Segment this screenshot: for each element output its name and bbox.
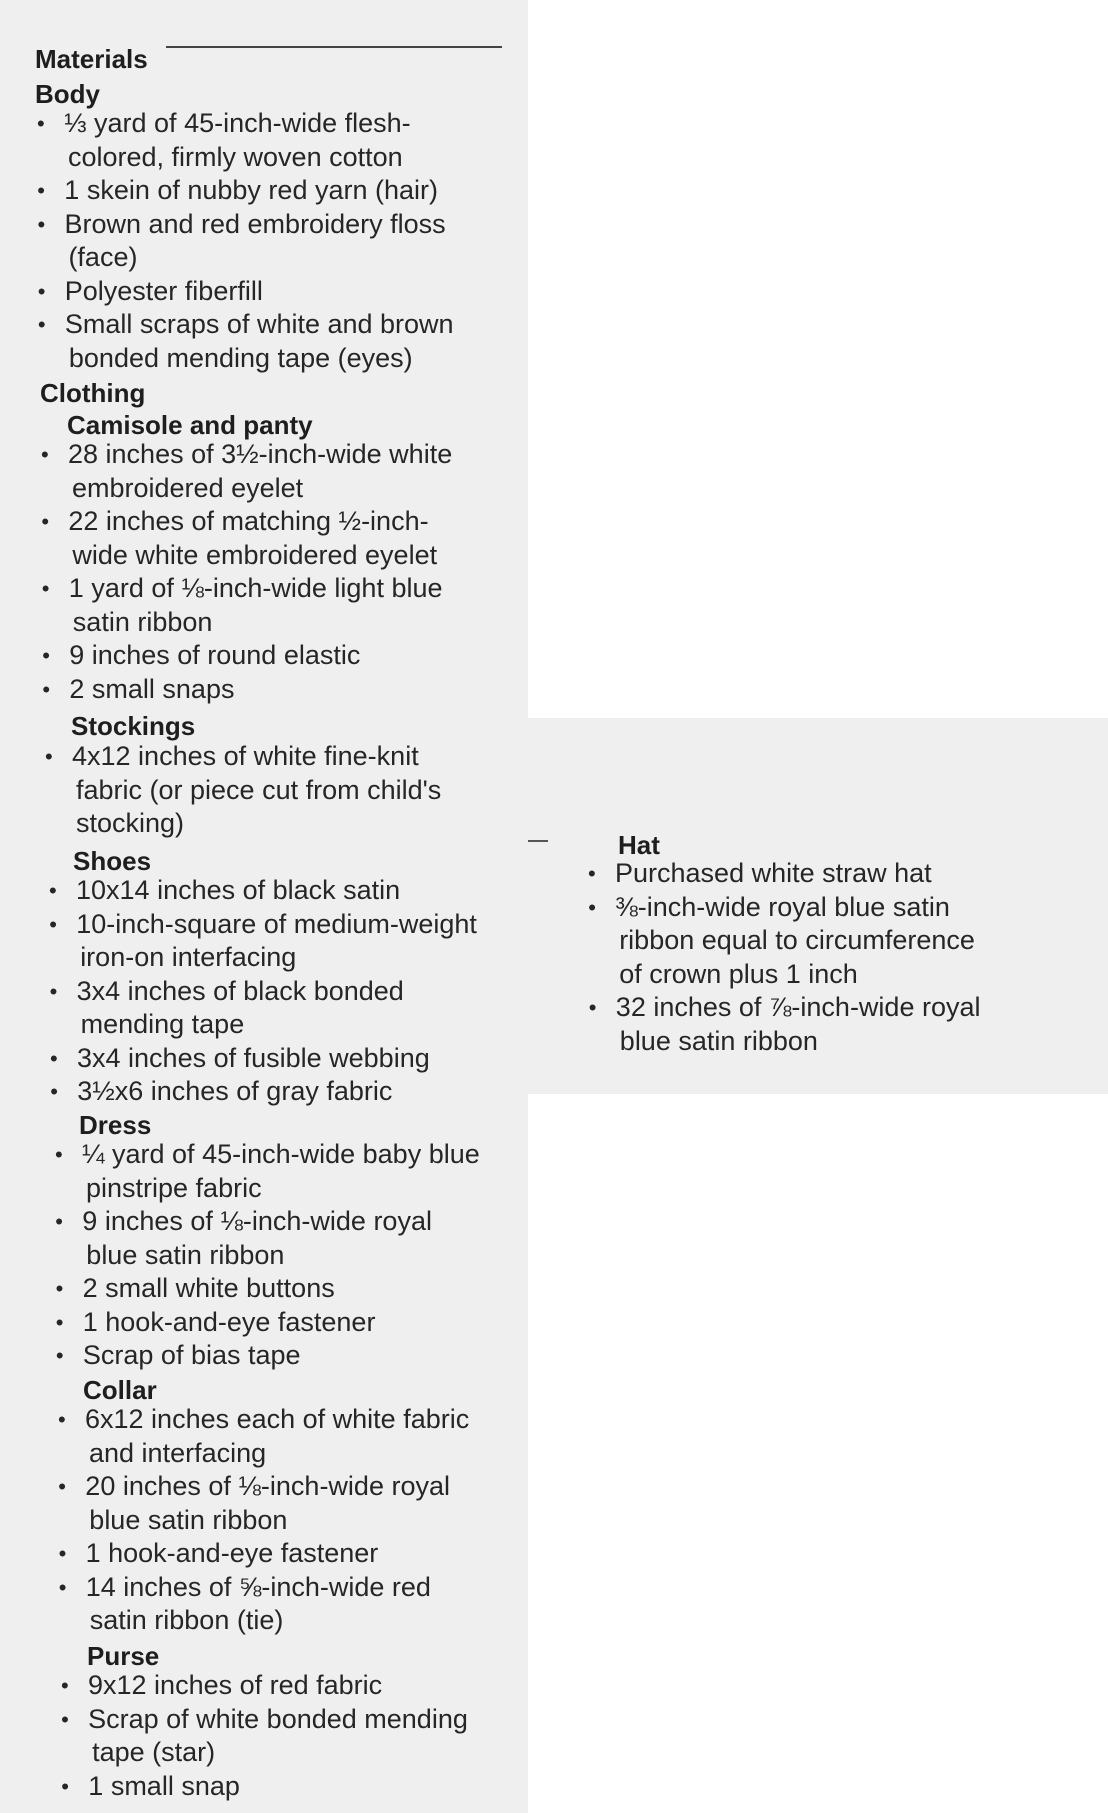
list-item-text: tape (star) bbox=[92, 1737, 216, 1767]
bullet-icon: • bbox=[61, 1773, 69, 1799]
list-item-text: embroidered eyelet bbox=[72, 472, 304, 503]
list-item-text: 3½x6 inches of gray fabric bbox=[77, 1076, 393, 1106]
bullet-icon: • bbox=[55, 1142, 63, 1167]
list-item-text: 14 inches of ⅝-inch-wide red bbox=[85, 1571, 431, 1602]
list-item-text: 3x4 inches of fusible webbing bbox=[77, 1042, 430, 1073]
list-item-text: satin ribbon bbox=[72, 606, 213, 637]
list-item bbox=[61, 1669, 383, 1703]
list-item bbox=[41, 572, 443, 639]
materials-title: Materials bbox=[35, 44, 148, 74]
list-item-text: blue satin ribbon bbox=[89, 1504, 288, 1535]
bullet-icon: • bbox=[42, 643, 50, 668]
list-item bbox=[588, 891, 975, 992]
list-item bbox=[49, 908, 477, 975]
list-item-text: ¼ yard of 45-inch-wide baby blue bbox=[82, 1139, 480, 1169]
list-item bbox=[58, 1470, 450, 1537]
list-item-text: colored, firmly woven cotton bbox=[68, 141, 403, 172]
bullet-icon: • bbox=[58, 1541, 67, 1566]
list-item-text: 32 inches of ⅞-inch-wide royal bbox=[615, 992, 981, 1022]
list-item-text: 1 hook-and-eye fastener bbox=[85, 1538, 379, 1568]
list-item-text: 10-inch-square of medium-weight bbox=[76, 908, 477, 939]
list-item bbox=[61, 1703, 468, 1770]
list-item bbox=[45, 740, 442, 841]
list-item bbox=[58, 1403, 470, 1470]
list-item-text: iron-on interfacing bbox=[80, 942, 297, 972]
bullet-icon: • bbox=[588, 861, 596, 886]
list-item-text: bonded mending tape (eyes) bbox=[68, 342, 413, 373]
list-item-text: of crown plus 1 inch bbox=[619, 958, 858, 989]
bullet-icon: • bbox=[49, 878, 57, 903]
list-item-text: 9x12 inches of red fabric bbox=[88, 1670, 383, 1700]
list-item bbox=[58, 1537, 379, 1571]
list-item bbox=[50, 1042, 430, 1076]
bullet-icon: • bbox=[37, 111, 45, 136]
list-item bbox=[37, 208, 446, 275]
list-item-text: 28 inches of 3½-inch-wide white bbox=[68, 439, 453, 469]
list-item-text: Scrap of white bonded mending bbox=[88, 1703, 468, 1734]
list-item-text: ⅓ yard of 45-inch-wide flesh- bbox=[64, 108, 411, 138]
bullet-icon: • bbox=[41, 576, 50, 601]
list-item-text: 1 yard of ⅛-inch-wide light blue bbox=[68, 573, 443, 603]
bullet-icon: • bbox=[49, 978, 58, 1004]
list-item-text: 1 small snap bbox=[88, 1770, 240, 1801]
list-item-text: 10x14 inches of black satin bbox=[76, 875, 401, 905]
bullet-icon: • bbox=[37, 278, 46, 304]
list-item-text: pinstripe fabric bbox=[86, 1172, 262, 1203]
list-item-text: mending tape bbox=[80, 1009, 245, 1039]
camisole-heading: Camisole and panty bbox=[67, 410, 313, 440]
list-item-text: Purchased white straw hat bbox=[615, 858, 932, 888]
list-item bbox=[49, 874, 401, 908]
list-item-text: ribbon equal to circumference bbox=[619, 925, 975, 955]
list-item bbox=[41, 438, 453, 505]
list-item bbox=[50, 1075, 393, 1109]
bullet-icon: • bbox=[41, 442, 49, 467]
bullet-icon: • bbox=[55, 1309, 64, 1335]
bullet-icon: • bbox=[55, 1343, 64, 1368]
bullet-icon: • bbox=[61, 1706, 69, 1732]
bullet-icon: • bbox=[50, 1079, 58, 1104]
collar-heading: Collar bbox=[83, 1375, 157, 1405]
bullet-icon: • bbox=[58, 1407, 66, 1432]
list-item bbox=[49, 975, 404, 1042]
list-item bbox=[588, 857, 932, 891]
body-heading: Body bbox=[35, 79, 100, 109]
dress-heading: Dress bbox=[79, 1110, 152, 1140]
list-item bbox=[61, 1770, 240, 1804]
list-item bbox=[41, 505, 438, 572]
hat-heading: Hat bbox=[618, 830, 660, 860]
list-item bbox=[42, 639, 361, 673]
list-item bbox=[42, 673, 235, 707]
left-column bbox=[0, 0, 528, 1813]
list-item bbox=[55, 1272, 335, 1306]
list-item-text: Scrap of bias tape bbox=[82, 1340, 301, 1370]
list-item-text: 1 skein of nubby red yarn (hair) bbox=[64, 175, 438, 205]
list-item-text: stocking) bbox=[76, 808, 185, 838]
list-item-text: 9 inches of round elastic bbox=[69, 640, 361, 670]
panel-tick-mark bbox=[528, 840, 548, 842]
list-item-text: 1 hook-and-eye fastener bbox=[82, 1306, 376, 1337]
list-item-text: 20 inches of ⅛-inch-wide royal bbox=[85, 1471, 450, 1501]
stockings-heading: Stockings bbox=[71, 711, 196, 741]
list-item-text: 4x12 inches of white fine-knit bbox=[72, 741, 419, 771]
bullet-icon: • bbox=[37, 312, 46, 337]
list-item-text: wide white embroidered eyelet bbox=[72, 539, 438, 570]
list-item-text: ⅜-inch-wide royal blue satin bbox=[615, 891, 950, 922]
list-item-text: satin ribbon (tie) bbox=[89, 1605, 284, 1635]
list-item-text: 2 small snaps bbox=[69, 673, 235, 704]
list-item bbox=[37, 174, 438, 208]
list-item bbox=[37, 308, 454, 375]
bullet-icon: • bbox=[55, 1209, 63, 1234]
list-item-text: blue satin ribbon bbox=[619, 1025, 818, 1056]
bullet-icon: • bbox=[588, 995, 597, 1020]
bullet-icon: • bbox=[55, 1276, 64, 1301]
list-item bbox=[37, 107, 411, 174]
list-item bbox=[55, 1306, 376, 1340]
bullet-icon: • bbox=[58, 1474, 66, 1499]
list-item-text: 9 inches of ⅛-inch-wide royal bbox=[82, 1206, 432, 1236]
bullet-icon: • bbox=[49, 911, 57, 937]
list-item bbox=[55, 1138, 480, 1205]
list-item-text: blue satin ribbon bbox=[86, 1239, 285, 1270]
list-item-text: (face) bbox=[68, 242, 138, 272]
purse-heading: Purse bbox=[87, 1641, 160, 1671]
list-item bbox=[588, 991, 981, 1058]
bullet-icon: • bbox=[45, 744, 53, 769]
list-item-text: 3x4 inches of black bonded bbox=[76, 975, 404, 1006]
list-item bbox=[55, 1205, 432, 1272]
list-item bbox=[37, 275, 263, 309]
title-rule bbox=[166, 46, 502, 48]
list-item bbox=[55, 1339, 301, 1373]
right-column bbox=[528, 718, 1108, 1094]
list-item-text: and interfacing bbox=[89, 1437, 267, 1468]
bullet-icon: • bbox=[61, 1673, 69, 1698]
bullet-icon: • bbox=[42, 676, 51, 702]
list-item-text: 22 inches of matching ½-inch- bbox=[68, 506, 429, 536]
bullet-icon: • bbox=[588, 894, 596, 920]
list-item-text: fabric (or piece cut from child's bbox=[76, 774, 442, 805]
bullet-icon: • bbox=[50, 1045, 58, 1071]
list-item bbox=[58, 1571, 431, 1638]
list-item-text: Small scraps of white and brown bbox=[64, 309, 454, 339]
bullet-icon: • bbox=[58, 1574, 67, 1600]
list-item-text: Brown and red embroidery floss bbox=[64, 208, 446, 239]
list-item-text: 2 small white buttons bbox=[82, 1273, 335, 1303]
bullet-icon: • bbox=[37, 211, 46, 237]
clothing-heading: Clothing bbox=[40, 378, 146, 408]
bullet-icon: • bbox=[41, 509, 50, 534]
shoes-heading: Shoes bbox=[73, 846, 152, 876]
bullet-icon: • bbox=[37, 178, 45, 203]
list-item-text: Polyester fiberfill bbox=[64, 275, 263, 306]
list-item-text: 6x12 inches each of white fabric bbox=[85, 1404, 470, 1434]
